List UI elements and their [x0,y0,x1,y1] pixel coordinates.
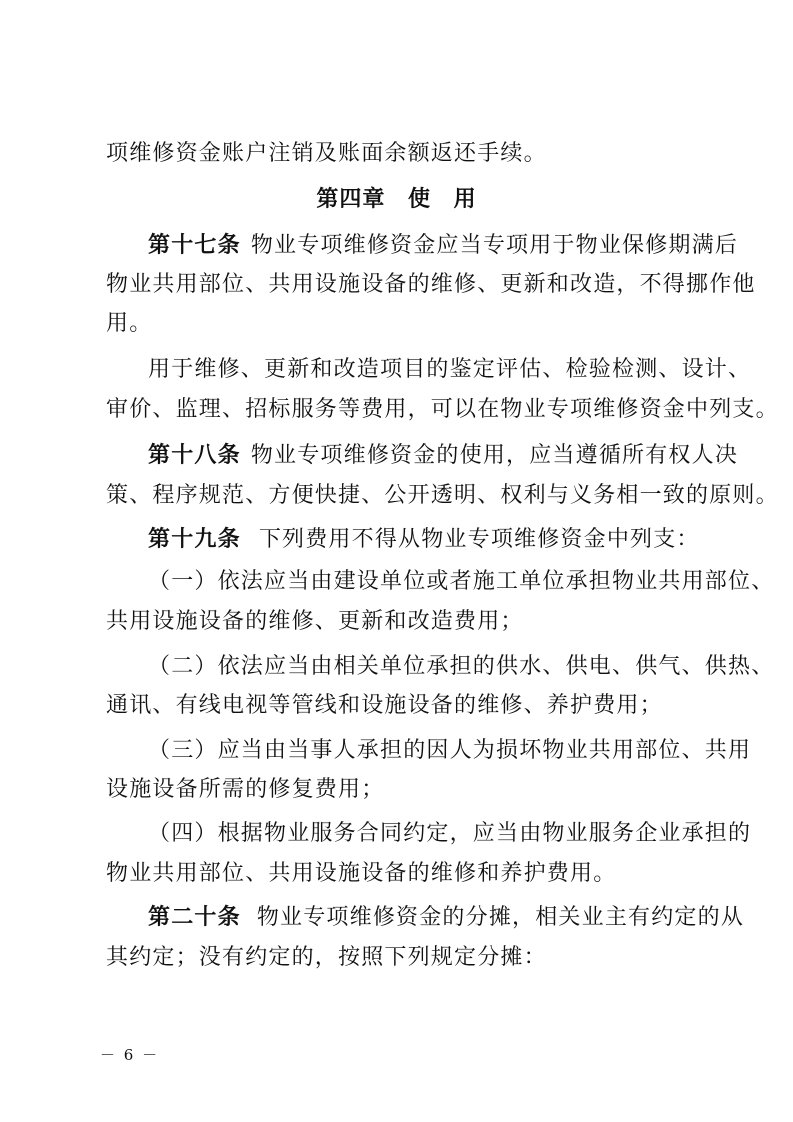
text: （二）依法应当由相关单位承担的供水、供电、供气、供热、 [148,654,775,679]
article-18-line-2 [106,483,779,508]
item-1-line-1 [148,569,775,594]
item-4-line-2 [106,862,706,886]
text: （一）依法应当由建设单位或者施工单位承担物业共用部位、 [148,569,775,594]
page-number: － 6 － [100,1046,160,1064]
article-label: 第二十条 [148,905,241,930]
article-17-line-2 [106,272,756,297]
article-label: 第十八条 [148,443,241,468]
article-20-line-1 [148,905,745,930]
article-19-line-1 [148,528,708,552]
paragraph-line [148,357,752,382]
text: 下列费用不得从物业专项维修资金中列支： [258,527,700,552]
text: 物业专项维修资金的使用，应当遵循所有权人决 [250,443,739,468]
text-line [106,142,706,166]
text: 物业共用部位、共用设施设备的维修和养护费用。 [106,861,617,886]
article-label: 第十七条 [148,233,241,258]
article-label: 第十九条 [148,527,241,552]
text: 用。 [106,311,153,336]
item-3-line-2 [106,778,706,802]
item-4-line-1 [148,821,752,846]
text: 审价、监理、招标服务等费用，可以在物业专项维修资金中列支。 [106,397,779,422]
text: 其约定；没有约定的，按照下列规定分摊： [106,945,547,970]
text: 物业专项维修资金的分摊，相关业主有约定的从 [256,905,745,930]
text: 项维修资金账户注销及账面余额返还手续。 [106,141,547,166]
item-3-line-1 [148,738,752,763]
article-17-line-1 [148,233,739,258]
article-18-line-1 [148,443,739,468]
text: （三）应当由当事人承担的因人为损坏物业共用部位、共用 [148,738,752,763]
text: （四）根据物业服务合同约定，应当由物业服务企业承担的 [148,821,752,846]
item-2-line-1 [148,654,775,679]
text: 物业专项维修资金应当专项用于物业保修期满后 [250,233,739,258]
paragraph-line [106,397,779,422]
text: 物业共用部位、共用设施设备的维修、更新和改造，不得挪作他 [106,272,756,297]
item-1-line-2 [106,610,706,634]
text: 共用设施设备的维修、更新和改造费用； [106,609,524,634]
chapter-heading: 第四章 使 用 [316,187,477,212]
text: 设施设备所需的修复费用； [106,777,385,802]
item-2-line-2 [106,694,706,718]
text: 通讯、有线电视等管线和设施设备的维修、养护费用； [106,693,663,718]
text: 用于维修、更新和改造项目的鉴定评估、检验检测、设计、 [148,357,752,382]
article-20-line-2 [106,946,706,970]
text: 策、程序规范、方便快捷、公开透明、权利与义务相一致的原则。 [106,483,779,508]
article-17-line-3 [106,312,706,336]
